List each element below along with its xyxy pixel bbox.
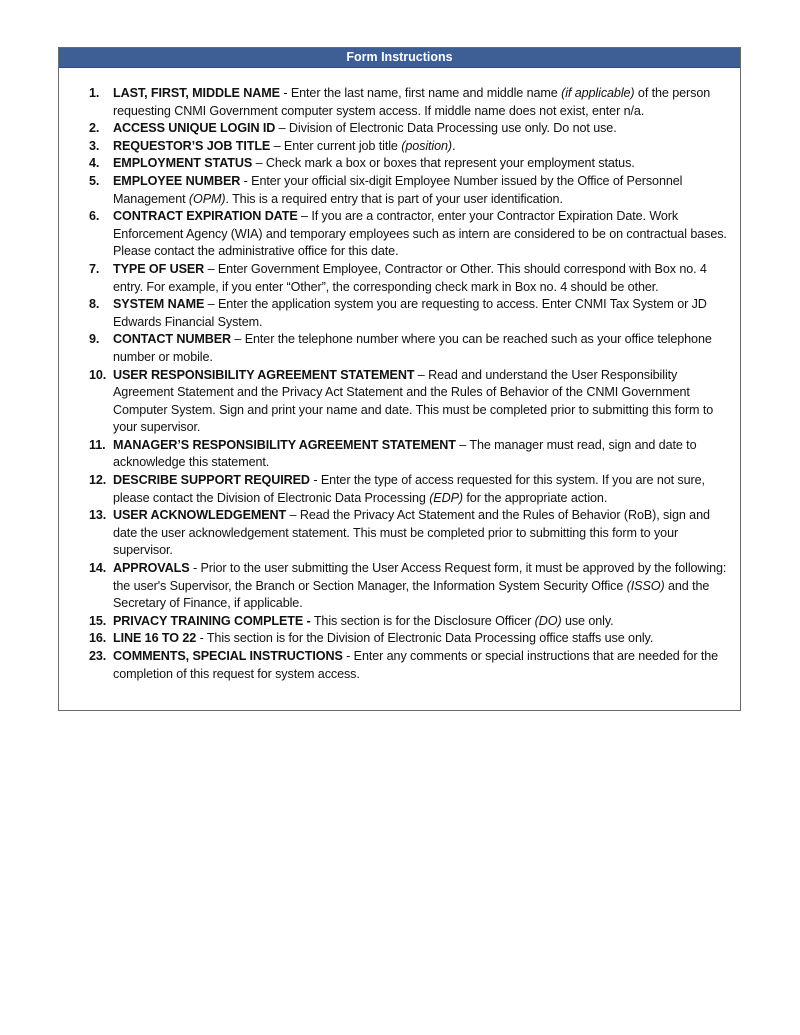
- instruction-title: APPROVALS: [113, 561, 190, 576]
- instruction-text-italic: (ISSO): [626, 578, 665, 593]
- instruction-text-segment: This section is for the Disclosure Officer: [310, 613, 535, 628]
- instruction-text-italic: (DO): [534, 613, 562, 628]
- instruction-item: [59, 648, 740, 683]
- instruction-title: LINE 16 TO 22: [113, 631, 197, 646]
- instruction-title: DESCRIBE SUPPORT REQUIRED: [113, 473, 310, 488]
- instruction-text-segment: of the person requesting CNMI Government computer system access. If middle name does not exist, enter n/a.: [113, 86, 711, 118]
- instruction-text: [113, 561, 726, 610]
- instruction-text-italic: (EDP): [429, 490, 463, 505]
- form-instructions-box: [58, 47, 741, 711]
- instruction-title: LAST, FIRST, MIDDLE NAME: [113, 86, 280, 100]
- instruction-item: [59, 331, 740, 366]
- instruction-text-segment: - Prior to the user submitting the User Access Request form, it must be approved by the following: the user's Supervisor, the Branch or Section Manager, the Information System Security Office: [113, 561, 727, 593]
- instruction-text-segment: – Read the Privacy Act Statement and the Rules of Behavior (RoB), sign and date the user acknowledgement statement. This must be completed prior to submitting this form to your supervisor.: [113, 508, 710, 558]
- instruction-text-segment: use only.: [561, 613, 614, 628]
- instruction-text-segment: - Enter the type of access requested for this system. If you are not sure, please contact the Division of Electronic Data Processing: [113, 473, 705, 505]
- instruction-title: EMPLOYMENT STATUS: [113, 156, 253, 171]
- instruction-item: [59, 613, 740, 631]
- instruction-item: [59, 367, 740, 437]
- instruction-title: COMMENTS, SPECIAL INSTRUCTIONS: [113, 649, 343, 663]
- instruction-title: REQUESTOR’S JOB TITLE: [113, 138, 271, 153]
- instruction-text: [275, 121, 616, 135]
- instruction-item: [59, 437, 740, 472]
- instruction-number: 11.: [89, 437, 106, 452]
- instruction-title: MANAGER’S RESPONSIBILITY AGREEMENT STATEMENT: [113, 437, 456, 452]
- instruction-text-italic: (position): [401, 138, 453, 153]
- instruction-text-segment: .: [452, 138, 456, 153]
- instruction-number: 13.: [89, 508, 107, 523]
- instruction-title: TYPE OF USER: [113, 261, 205, 276]
- instruction-text-italic: (if applicable): [561, 86, 635, 100]
- instruction-title: CONTRACT EXPIRATION DATE: [113, 209, 298, 224]
- instruction-text-italic: (OPM): [188, 191, 226, 206]
- instruction-title: PRIVACY TRAINING COMPLETE -: [113, 613, 311, 628]
- instruction-text-segment: – The manager must read, sign and date to acknowledge this statement.: [113, 437, 697, 470]
- instruction-number: 23.: [89, 649, 107, 663]
- instruction-item: [59, 630, 740, 648]
- instruction-number: 1.: [89, 86, 100, 100]
- instruction-text-segment: – Division of Electronic Data Processing use only. Do not use.: [275, 121, 617, 136]
- instruction-item: [59, 507, 740, 560]
- instruction-number: 15.: [89, 613, 107, 628]
- instruction-text-segment: – Enter current job title: [270, 138, 402, 153]
- instruction-text-segment: - Enter any comments or special instructions that are needed for the completion of this request for system access.: [113, 649, 719, 681]
- instruction-text-segment: - Enter the last name, first name and middle name: [279, 86, 562, 100]
- instruction-title: CONTACT NUMBER: [113, 332, 231, 347]
- instruction-number: 6.: [89, 209, 100, 224]
- instruction-item: [59, 296, 740, 331]
- instruction-item: [59, 560, 740, 613]
- instruction-number: 16.: [89, 631, 107, 646]
- instruction-title: EMPLOYEE NUMBER: [113, 173, 241, 188]
- instruction-text-segment: - Enter your official six-digit Employee Number issued by the Office of Personnel Management: [113, 173, 683, 206]
- instruction-text-segment: – Read and understand the User Responsibility Agreement Statement and the Privacy Act Statement and the Rules of Behavior of the CNMI Government Computer System. Sign and print your name and date. This must be completed prior to submitting this form to your supervisor.: [113, 367, 714, 435]
- instruction-text: [252, 156, 635, 170]
- instruction-number: 8.: [89, 297, 100, 312]
- instruction-item: [59, 155, 740, 173]
- instruction-item: [59, 261, 740, 296]
- instruction-title: USER RESPONSIBILITY AGREEMENT STATEMENT: [113, 367, 415, 382]
- instruction-text-segment: – Enter the application system you are requesting to access. Enter CNMI Tax System or JD Edwards Financial System.: [113, 297, 707, 329]
- instruction-text-segment: and the Secretary of Finance, if applicable.: [113, 578, 710, 611]
- instruction-text: [196, 631, 653, 645]
- instruction-text: [270, 139, 455, 153]
- instruction-number: 7.: [89, 261, 100, 276]
- instruction-number: 4.: [89, 156, 100, 171]
- instruction-number: 10.: [89, 367, 107, 382]
- form-instructions-header: Form Instructions: [59, 48, 740, 68]
- instruction-text-segment: – Enter the telephone number where you can be reached such as your office telephone number or mobile.: [113, 332, 712, 364]
- instruction-number: 12.: [89, 473, 107, 488]
- instruction-text-segment: . This is a required entry that is part of your user identification.: [225, 191, 563, 206]
- instructions-list: [59, 85, 740, 683]
- instruction-title: USER ACKNOWLEDGEMENT: [113, 508, 287, 523]
- instruction-text: [311, 614, 614, 628]
- instruction-number: 5.: [89, 173, 100, 188]
- instruction-text-segment: – Enter Government Employee, Contractor or Other. This should correspond with Box no. 4 entry. For example, if you enter “Other”, the corresponding check mark in Box no. 4 should be other.: [113, 261, 707, 294]
- instruction-item: [59, 472, 740, 507]
- instruction-text-segment: – Check mark a box or boxes that represent your employment status.: [252, 156, 635, 171]
- instruction-item: [59, 120, 740, 138]
- instruction-number: 2.: [89, 121, 100, 136]
- instruction-number: 3.: [89, 138, 100, 153]
- instruction-text-segment: - This section is for the Division of Electronic Data Processing office staffs use only.: [196, 631, 654, 646]
- instruction-number: 14.: [89, 561, 107, 576]
- instruction-text-segment: for the appropriate action.: [463, 490, 608, 505]
- instruction-number: 9.: [89, 332, 100, 347]
- instruction-title: SYSTEM NAME: [113, 297, 205, 312]
- instruction-text-segment: – If you are a contractor, enter your Contractor Expiration Date. Work Enforcement Agency (WIA) and temporary employees such as intern are considered to be on contractual bases. Please contact the administrative office for this date.: [113, 209, 727, 259]
- instruction-item: [59, 138, 740, 156]
- instruction-title: ACCESS UNIQUE LOGIN ID: [113, 121, 276, 136]
- instruction-item: [59, 208, 740, 261]
- instruction-item: [59, 85, 740, 120]
- instruction-item: [59, 173, 740, 208]
